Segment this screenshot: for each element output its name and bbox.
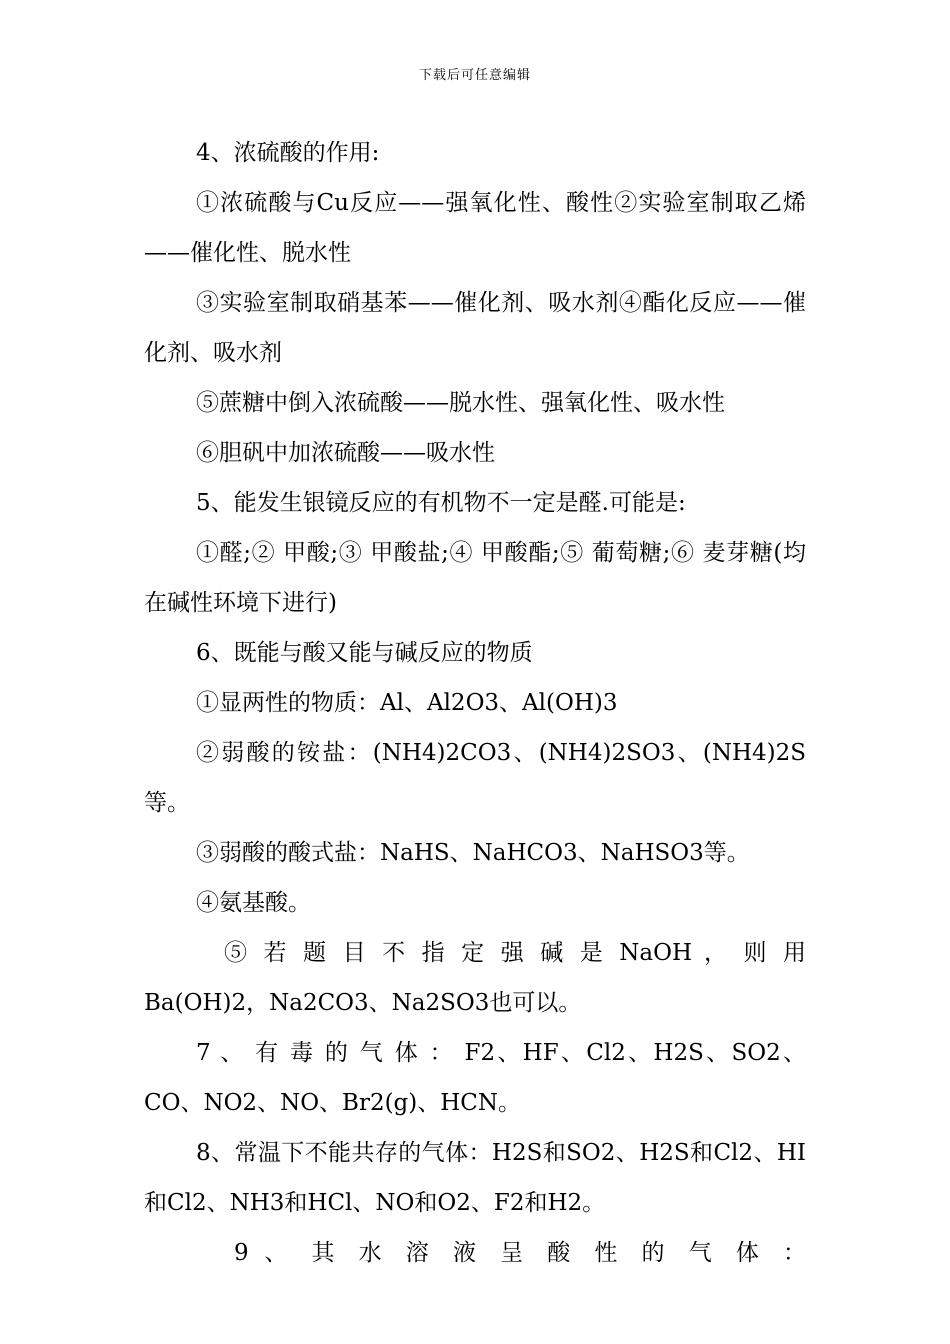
- item-4-1: ①浓硫酸与Cu反应——强氧化性、酸性②实验室制取乙烯——催化性、脱水性: [144, 190, 806, 266]
- item-4-3: ③实验室制取硝基苯——催化剂、吸水剂④酯化反应——催化剂、吸水剂: [144, 290, 806, 366]
- item-6-5: ⑤ 若 题 目 不 指 定 强 碱 是 NaOH ， 则 用 Ba(OH)2，Na2CO3、Na2SO3也可以。: [144, 940, 806, 1016]
- item-6-3: ③弱酸的酸式盐：NaHS、NaHCO3、NaHSO3等。: [196, 840, 750, 866]
- item-6-2: ②弱酸的铵盐：(NH4)2CO3、(NH4)2SO3、(NH4)2S等。: [144, 740, 806, 816]
- item-4-heading: 4、浓硫酸的作用:: [196, 140, 380, 166]
- page-header: 下载后可任意编辑: [418, 68, 531, 83]
- item-7: 7 、 有 毒 的 气 体 ： F2、HF、Cl2、H2S、SO2、CO、NO2、NO、Br2(g)、HCN。: [144, 1040, 806, 1116]
- item-9: 9 、 其 水 溶 液 呈 酸 性 的 气 体 ：: [234, 1240, 806, 1266]
- item-5-heading: 5、能发生银镜反应的有机物不一定是醛.可能是:: [196, 490, 686, 516]
- item-5-list: ①醛;② 甲酸;③ 甲酸盐;④ 甲酸酯;⑤ 葡萄糖;⑥ 麦芽糖(均在碱性环境下进行): [144, 540, 806, 616]
- item-6-1: ①显两性的物质：Al、Al2O3、Al(OH)3: [196, 690, 618, 716]
- item-6-heading: 6、既能与酸又能与碱反应的物质: [196, 640, 533, 666]
- item-4-6: ⑥胆矾中加浓硫酸——吸水性: [196, 440, 495, 466]
- item-6-4: ④氨基酸。: [196, 890, 311, 916]
- item-4-5: ⑤蔗糖中倒入浓硫酸——脱水性、强氧化性、吸水性: [196, 390, 725, 416]
- item-8: 8、常温下不能共存的气体：H2S和SO2、H2S和Cl2、HI和Cl2、NH3和HCl、NO和O2、F2和H2。: [144, 1140, 806, 1216]
- document-body: [144, 128, 806, 1278]
